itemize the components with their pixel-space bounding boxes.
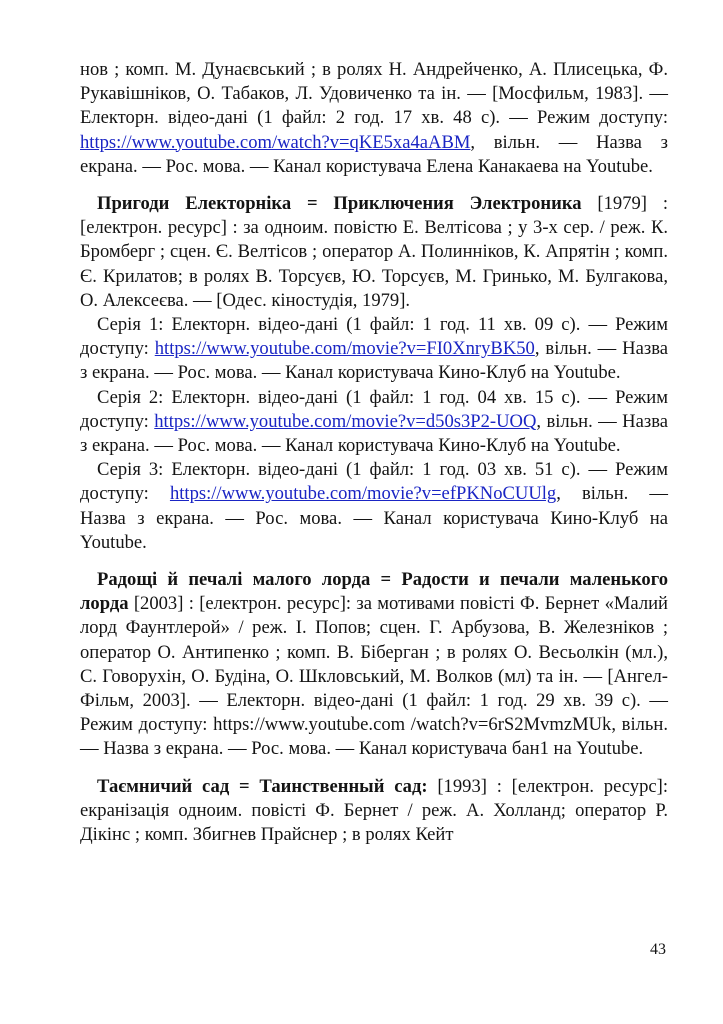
series-item: Серія 3: Електорн. відео-дані (1 файл: 1 год. 03 хв. 51 с). — Режим доступу: https://www.youtube.com/movie?v=efPKNoCUUlg, вільн. — Назва з екрана. — Рос. мова. — Канал користувача Кино-Клуб на Youtube. [80, 459, 669, 553]
entry-text: Таємничий сад = Таинственный сад: [1993] : [електрон. ресурс]: екранізація одноим. повісті Ф. Бернет / реж. А. Холланд; оператор Р. Дікінс ; комп. Збигнев Прайснер ; в ролях Кейт [80, 775, 668, 846]
entry-title: Пригоди Електорніка = Приключения Электроника [97, 193, 582, 215]
series-item: Серія 2: Електорн. відео-дані (1 файл: 1 год. 04 хв. 15 с). — Режим доступу: https://www.youtube.com/movie?v=d50s3P2-UOQ, вільн. — Назва з екрана. — Рос. мова. — Канал користувача Кино-Клуб на Youtube. [80, 386, 668, 457]
youtube-link[interactable]: https://www.youtube.com/movie?v=efPKNoCUUlg [169, 483, 557, 505]
youtube-link[interactable]: https://www.youtube.com/movie?v=d50s3P2-UOQ [154, 410, 537, 432]
entry-title: Таємничий сад = Таинственный сад: [97, 775, 428, 797]
youtube-link[interactable]: https://www.youtube.com/movie?v=FI0XnryBK50 [154, 338, 535, 360]
page-number: 43 [650, 941, 666, 958]
entry-text: нов ; комп. М. Дунаєвський ; в ролях Н. Андрейченко, А. Плисецька, Ф. Рукавішніков, О. Табаков, Л. Удовиченко та ін. — [Мосфильм, 1983]. — Електорн. відео-дані (1 файл: 2 год. 17 хв. 48 с). — Режим доступу: https://www.youtube.com/watch?v=qKE5xa4aABM, вільн. — Назва з екрана. — Рос. мова. — Канал користувача Елена Канакаева на Youtube. [80, 59, 668, 177]
document-page [80, 58, 668, 860]
entry-text: Пригоди Електорніка = Приключения Электроника [1979] : [електрон. ресурс] : за одноим. повістю Е. Велтісова ; у 3-х сер. / реж. К. Бромберг ; сцен. Є. Велтісов ; оператор А. Полинніков, К. Апрятін ; комп. Є. Крилатов; в ролях В. Торсуєв, Ю. Торсуєв, М. Гринько, М. Булгакова, О. Алексеєва. — [Одес. кіностудія, 1979]. [80, 193, 668, 311]
entry-text: Радощі й печалі малого лорда = Радости и печали маленького лорда [2003] : [електрон. ресурс]: за мотивами повісті Ф. Бернет «Малий лорд Фаунтлерой» / реж. І. Попов; сцен. Г. Арбузова, В. Железніков ; оператор О. Антипенко ; комп. В. Біберган ; в ролях О. Весьолкін (мл.), С. Говорухін, О. Будіна, О. Шкловський, М. Волков (мл) та ін. — [Ангел-Фільм, 2003]. — Електорн. відео-дані (1 файл: 1 год. 29 хв. 39 с). — Режим доступу: https://www.youtube.com /watch?v=6rS2MvmzMUk, вільн. — Назва з екрана. — Рос. мова. — Канал користувача бан1 на Youtube. [80, 569, 668, 760]
entry-little-lord [80, 568, 668, 762]
series-item: Серія 1: Електорн. відео-дані (1 файл: 1 год. 11 хв. 09 с). — Режим доступу: https://www.youtube.com/movie?v=FI0XnryBK50, вільн. — Назва з екрана. — Рос. мова. — Канал користувача Кино-Клуб на Youtube. [80, 314, 668, 384]
entry-electronic [80, 192, 668, 555]
entry-secret-garden [80, 775, 668, 848]
entry-continuation [80, 58, 668, 179]
youtube-link[interactable]: https://www.youtube.com/watch?v=qKE5xa4aABM [80, 131, 471, 153]
entry-title: Радощі й печалі малого лорда = Радости и печали маленького лорда [80, 569, 668, 615]
